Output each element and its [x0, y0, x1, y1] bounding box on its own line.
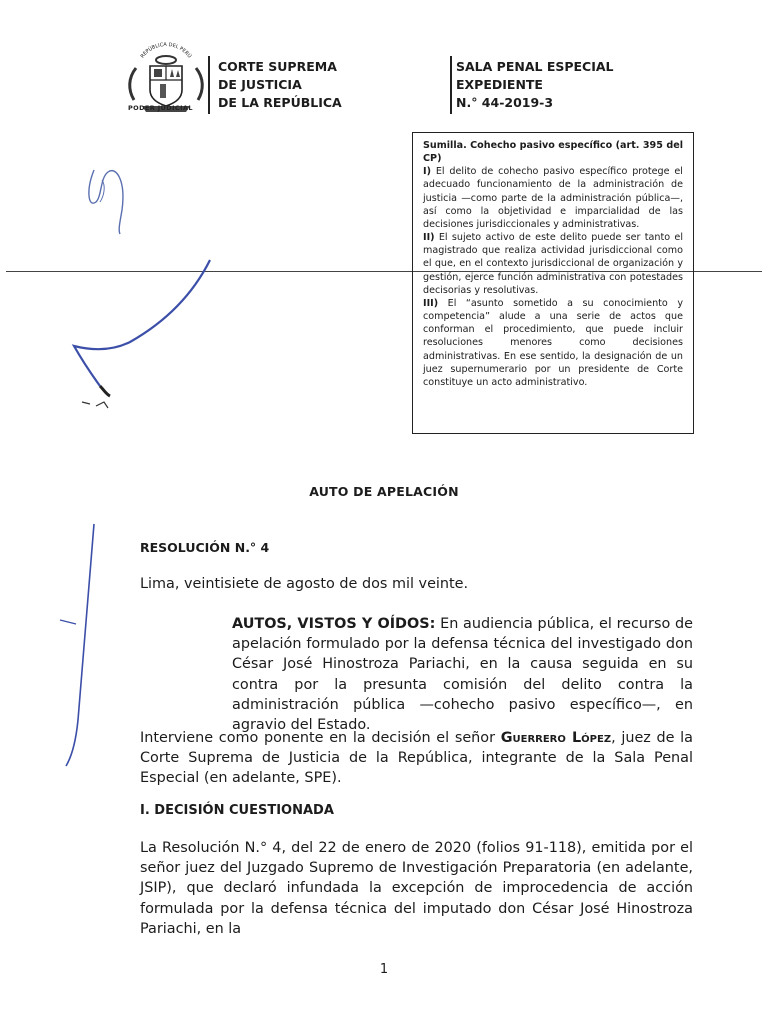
case-line: SALA PENAL ESPECIAL	[456, 59, 614, 74]
autos-lead: AUTOS, VISTOS Y OÍDOS:	[232, 616, 436, 632]
court-name	[218, 58, 342, 112]
court-line: DE LA REPÚBLICA	[218, 95, 342, 110]
handwritten-signature-icon	[60, 150, 230, 420]
seal-arc-text: REPÚBLICA DEL PERÚ	[139, 41, 193, 60]
court-line: CORTE SUPREMA	[218, 59, 337, 74]
date-line: Lima, veintisiete de agosto de dos mil veinte.	[140, 576, 469, 592]
header-divider-left	[208, 56, 210, 114]
sumilla-point: III) El “asunto sometido a su conocimiento y competencia” alude a una serie de actos que conforman el procedimiento, que puede incluir resoluciones menores como decisiones administrativas. En ese sentido, la designación de un juez supernumerario por un presidente de Corte constituye un acto administrativo.	[423, 297, 683, 388]
section-heading: I. DECISIÓN CUESTIONADA	[140, 803, 334, 818]
case-reference	[456, 58, 614, 112]
page-number: 1	[379, 962, 389, 977]
case-line: EXPEDIENTE	[456, 77, 543, 92]
court-line: DE JUSTICIA	[218, 77, 302, 92]
document-title: AUTO DE APELACIÓN	[309, 484, 459, 499]
case-line: N.° 44-2019-3	[456, 95, 554, 110]
sumilla-heading: Sumilla. Cohecho pasivo específico (art. 395 del CP)	[423, 140, 683, 165]
section-1-paragraph: La Resolución N.° 4, del 22 de enero de 2020 (folios 91-118), emitida por el señor juez del Juzgado Supremo de Investigación Preparatoria (en adelante, JSIP), que declaró infundada la excepción de improcedencia de acción formulada por la defensa técnica del imputado don César José Hinostroza Pariachi, en la	[140, 840, 693, 937]
autos-paragraph: AUTOS, VISTOS Y OÍDOS: En audiencia pública, el recurso de apelación formulado por la defensa técnica del investigado don César José Hinostroza Pariachi, en la causa seguida en su contra por la presunta comisión del delito contra la administración pública —cohecho pasivo específico—, en agravio del Estado.	[232, 616, 693, 734]
ponente-name: Guerrero López	[500, 730, 612, 746]
margin-stroke-icon	[54, 520, 104, 770]
resolution-number: RESOLUCIÓN N.° 4	[140, 540, 270, 555]
sumilla-point: I) El delito de cohecho pasivo específico protege el adecuado funcionamiento de la administración de justicia —como parte de la administración pública—, así como la objetividad e imparcialidad de las decisiones jurisdiccionales y administrativas.	[423, 166, 683, 230]
seal-caption: PODER JUDICIAL	[128, 104, 193, 112]
sumilla-point: II) El sujeto activo de este delito puede ser tanto el magistrado que realiza actividad jurisdiccional como el que, en el contexto jurisdiccional de organización y gestión, ejerce función administrativa con potestades decisorias y resolutivas.	[423, 232, 683, 296]
header-divider-right	[450, 56, 452, 114]
ponente-paragraph: Interviene como ponente en la decisión el señor Guerrero López, juez de la Corte Suprema de Justicia de la República, integrante de la Sala Penal Especial (en adelante, SPE).	[140, 730, 693, 787]
sumilla-box	[412, 132, 694, 434]
